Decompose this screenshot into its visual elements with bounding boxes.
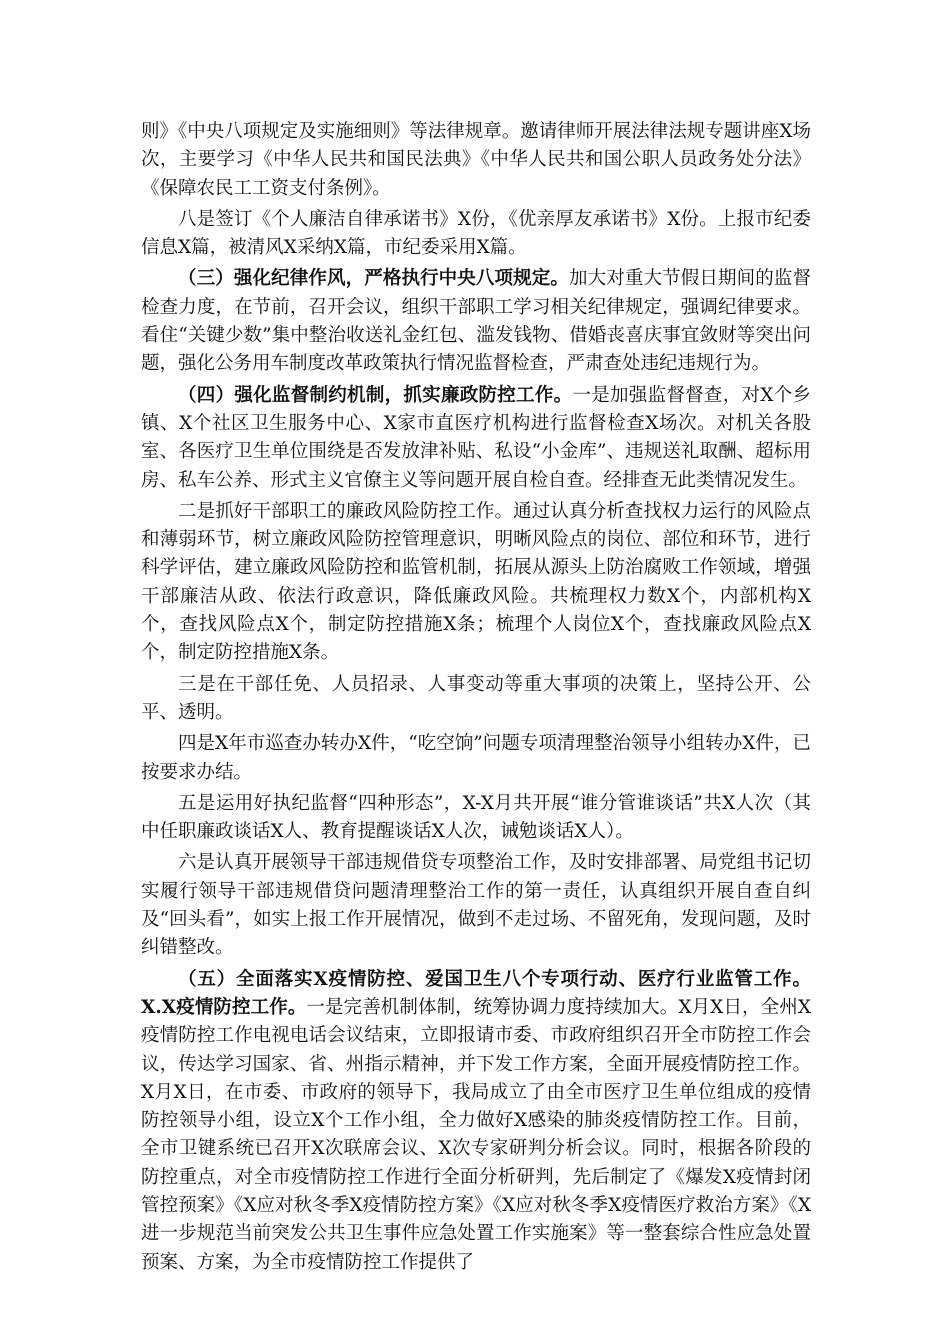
paragraph-8 [141, 790, 811, 847]
paragraph-text: 三是在干部任免、人员招录、人事变动等重大事项的决策上，坚持公开、公平、透明。 [141, 673, 811, 723]
paragraph-text: 八是签订《个人廉洁自律承诺书》X份，《优亲厚友承诺书》X份。上报市纪委信息X篇，被清风X采纳X篇，市纪委采用X篇。 [141, 208, 811, 259]
paragraph-text: 加大对重大节假日期间的监督检查力度，在节前，召开会议，组织干部职工学习相关纪律规定，强调纪律要求。看住“关键少数”集中整治收送礼金红包、滥发钱物、借婚丧喜庆事宜敛财等突出问题，强化公务用车制度改革政策执行情况监督检查，严肃查处违纪违规行为。 [141, 268, 811, 375]
paragraph-text: 一是完善机制体制，统筹协调力度持续加大。X月X日，全州X疫情防控工作电视电话会议结束，立即报请市委、市政府组织召开全市防控工作会议，传达学习国家、省、州指示精神，并下发工作方案，全面开展疫情防控工作。X月X日，在市委、市政府的领导下，我局成立了由全市医疗卫生单位组成的疫情防控领导小组，设立X个工作小组，全力做好X感染的肺炎疫情防控工作。目前，全市卫键系统已召开X次联席会议、X次专家研判分析会议。同时，根据各阶段的防控重点，对全市疫情防控工作进行全面分析研判，先后制定了《爆发X疫情封闭管控预案》《X应对秋冬季X疫情防控方案》《X应对秋冬季X疫情医疗救治方案》《X进一步规范当前突发公共卫生事件应急处置工作实施案》等一整套综合性应急处置预案、方案，为全市疫情防控工作提供了 [141, 996, 812, 1273]
paragraph-9 [141, 849, 811, 962]
paragraph-text: 六是认真开展领导干部违规借贷专项整治工作，及时安排部署、局党组书记切实履行领导干部违规借贷问题清理整治工作的第一责任，认真组织开展自查自纠及“回头看”，如实上报工作开展情况，做到不走过场、不留死角，发现问题，及时纠错整改。 [141, 852, 811, 959]
paragraph-text: 则》《中央八项规定及实施细则》等法律规章。邀请律师开展法律法规专题讲座X场次，主要学习《中华人民共和国民法典》《中华人民共和国公职人员政务处分法》《保障农民工工资支付条例》。 [141, 121, 811, 199]
paragraph-6 [141, 671, 811, 728]
section-heading-3: （三）强化纪律作风，严格执行中央八项规定。 [178, 268, 570, 290]
paragraph-3 [141, 265, 811, 378]
paragraph-2 [141, 206, 811, 263]
paragraph-7 [141, 730, 811, 787]
paragraph-10 [141, 966, 811, 1277]
section-heading-4: （四）强化监督制约机制，抓实廉政防控工作。 [178, 384, 573, 406]
document-page [141, 118, 811, 1280]
paragraph-text: 二是抓好干部职工的廉政风险防控工作。通过认真分析查找权力运行的风险点和薄弱环节，树立廉政风险防控管理意识，明晰风险点的岗位、部位和环节，进行科学评估，建立廉政风险防控和监管机制，拓展从源头上防治腐败工作领域，增强干部廉洁从政、依法行政意识，降低廉政风险。共梳理权力数X个，内部机构X个，查找风险点X个，制定防控措施X条；梳理个人岗位X个，查找廉政风险点X个，制定防控措施X条。 [141, 500, 811, 664]
paragraph-text: 五是运用好执纪监督“四种形态”，X-X月共开展“谁分管谁谈话”共X人次（其中任职廉政谈话X人、教育提醒谈话X人次，诫勉谈话X人）。 [141, 792, 811, 843]
paragraph-text: 四是X年市巡查办转办X件，“吃空饷”问题专项清理整治领导小组转办X件，已按要求办结。 [141, 733, 811, 783]
paragraph-5 [141, 498, 811, 668]
paragraph-text: 一是加强监督督查，对X个乡镇、X个社区卫生服务中心、X家市直医疗机构进行监督检查X场次。对机关各股室、各医疗卫生单位围绕是否发放津补贴、私设“小金库”、违规送礼取酬、超标用房、私车公养、形式主义官僚主义等问题开展自检自查。经排查无此类情况发生。 [141, 384, 811, 491]
section-heading-5: （五）全面落实X疫情防控、爱国卫生八个专项行动、医疗行业监管工作。X.X疫情防控工作。 [141, 968, 811, 1018]
paragraph-1 [141, 118, 811, 203]
paragraph-4 [141, 382, 811, 495]
